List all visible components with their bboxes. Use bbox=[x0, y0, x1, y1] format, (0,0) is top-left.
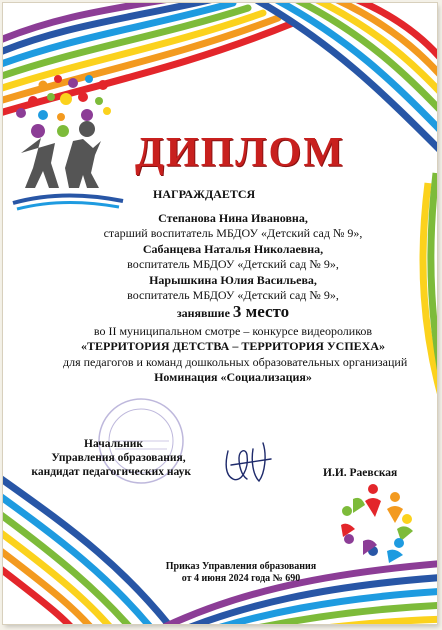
recipient-name: Нарышкина Юлия Васильева, bbox=[149, 272, 317, 287]
order-reference bbox=[131, 561, 351, 585]
handwritten-signature bbox=[226, 443, 271, 481]
diploma-title: ДИПЛОМ bbox=[135, 130, 345, 176]
awarded-heading: НАГРАЖДАЕТСЯ bbox=[153, 187, 256, 201]
diploma-body bbox=[63, 211, 408, 385]
diploma-sheet bbox=[3, 3, 437, 624]
recipient-position: старший воспитатель МБДОУ «Детский сад № 9», bbox=[103, 226, 363, 241]
audience-line: для педагогов и команд дошкольных образовательных организаций bbox=[63, 354, 408, 369]
recipient-name: Сабанцева Наталья Николаевна, bbox=[142, 241, 324, 256]
role-line: Начальник bbox=[84, 438, 143, 450]
people-emblem-icon bbox=[341, 484, 413, 563]
right-stripes bbox=[423, 173, 437, 408]
recipient-position: воспитатель МБДОУ «Детский сад № 9», bbox=[127, 288, 339, 303]
top-left-stripes bbox=[3, 3, 293, 115]
nomination: Номинация «Социализация» bbox=[154, 370, 312, 385]
taken-label: занявшие bbox=[176, 306, 230, 321]
recipient-position: воспитатель МБДОУ «Детский сад № 9», bbox=[127, 257, 339, 272]
bottom-left-stripes bbox=[3, 473, 183, 624]
role-line: кандидат педагогических наук bbox=[31, 466, 191, 478]
order-line: от 4 июня 2024 года № 690 bbox=[181, 573, 301, 584]
signatory-name: И.И. Раевская bbox=[323, 467, 398, 479]
signatory-role bbox=[16, 437, 191, 479]
role-line: Управления образования, bbox=[51, 452, 186, 464]
event-title: «ТЕРРИТОРИЯ ДЕТСТВА – ТЕРРИТОРИЯ УСПЕХА» bbox=[80, 339, 385, 354]
event-line: во II муниципальном смотре – конкурсе видеороликов bbox=[93, 323, 373, 338]
place-line bbox=[63, 304, 403, 321]
order-line: Приказ Управления образования bbox=[165, 561, 317, 572]
recipient-name: Степанова Нина Ивановна, bbox=[158, 211, 308, 225]
place-value: 3 место bbox=[232, 302, 290, 322]
